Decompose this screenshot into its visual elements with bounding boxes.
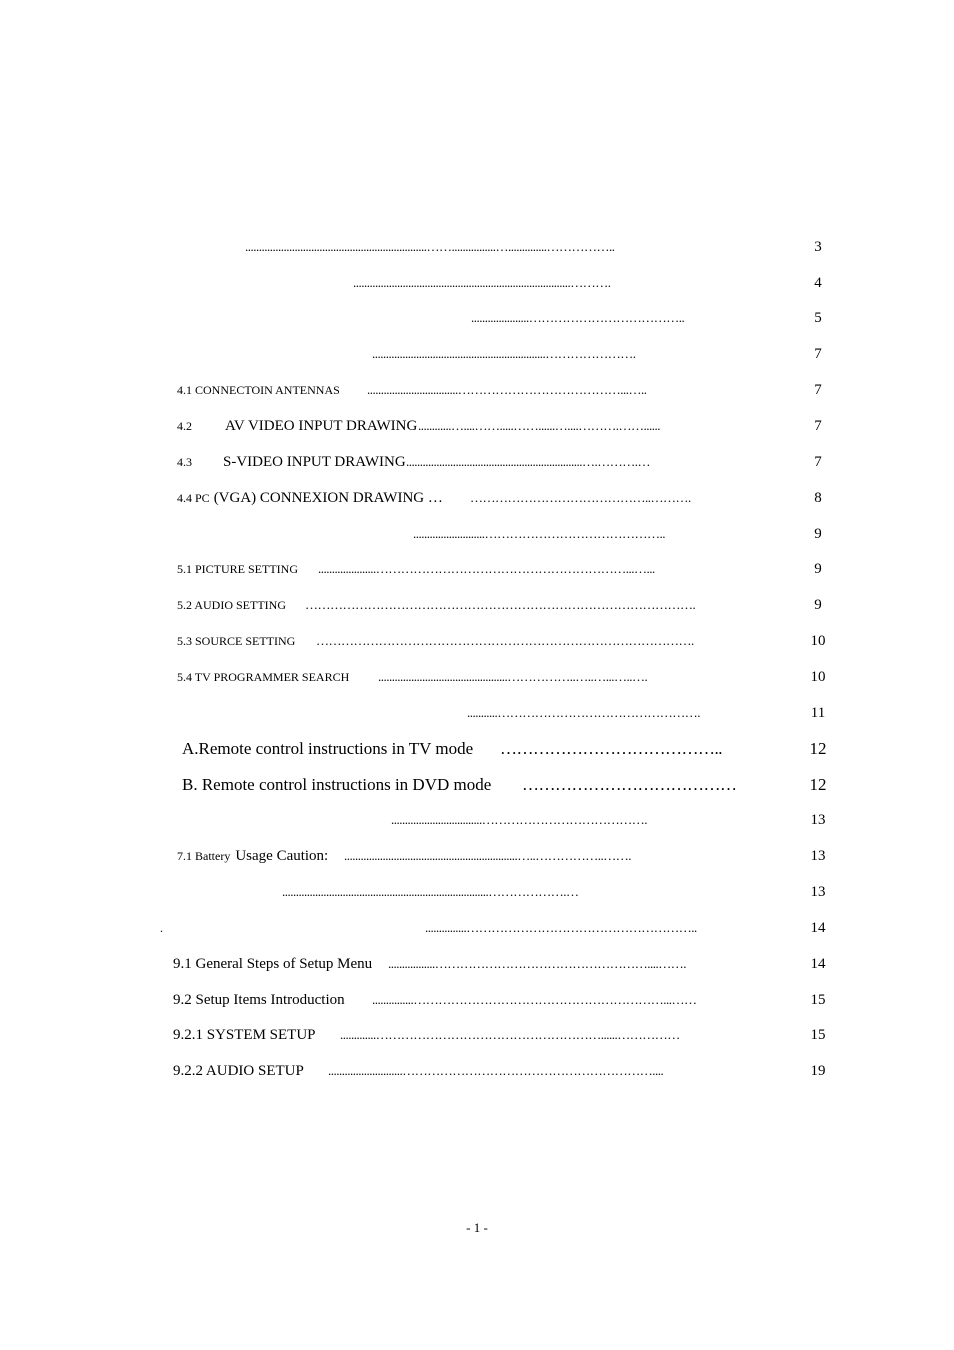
toc-page-number: 3 (814, 239, 822, 255)
toc-entry (0, 737, 954, 767)
toc-page-number: 9 (814, 597, 822, 613)
toc-entry-title (177, 557, 298, 581)
toc-entry-label: B. Remote control instructions in DVD mode (182, 775, 492, 794)
toc-dot-leader: ………………………………… (522, 775, 737, 794)
toc-entry-label: AV VIDEO INPUT DRAWING (225, 418, 418, 434)
toc-dot-leader: .................................…………………………………...….. (367, 382, 647, 397)
toc-dot-leader: ………………………………………………………………………………. (316, 633, 694, 648)
toc-entry-title (173, 1059, 304, 1083)
toc-dot-leader: .................................…………………………………. (391, 812, 647, 827)
toc-dot-leader: ..........................…………………………………….. (413, 526, 665, 541)
toc-entry-number: 5.1 PICTURE SETTING (177, 562, 298, 576)
toc-entry (0, 916, 954, 946)
toc-entry-number: . (160, 921, 163, 935)
toc-page-number: 15 (810, 992, 826, 1008)
toc-entry-title (177, 450, 406, 474)
toc-dot-leader: …………………………………………………………………………………. (305, 597, 696, 612)
toc-page-number: 10 (810, 633, 826, 649)
toc-entry-label: A.Remote control instructions in TV mode (182, 739, 474, 758)
toc-entry (0, 593, 954, 623)
toc-entry (0, 773, 954, 803)
toc-dot-leader: ...............................................……………..…..…...…..…. (378, 669, 648, 684)
toc-dot-leader: ...............................................................…………………. (372, 346, 636, 361)
toc-entry (0, 1059, 954, 1089)
toc-page-number: 7 (814, 382, 822, 398)
toc-entry-title (173, 988, 345, 1012)
toc-entry-number: 4.1 CONNECTOIN ANTENNAS (177, 383, 340, 397)
toc-dot-leader: ...............……………………………………………………...…… (372, 992, 697, 1007)
toc-entry-label: 9.2.2 AUDIO SETUP (173, 1063, 304, 1079)
toc-entry-label: 9.2.1 SYSTEM SETUP (173, 1027, 316, 1043)
toc-entry-number: 4.3 (177, 455, 192, 469)
toc-entry (0, 952, 954, 982)
toc-entry-title (177, 629, 295, 653)
toc-dot-leader: .................……………………………………………....……. (388, 956, 686, 971)
toc-entry-title (182, 737, 473, 761)
toc-page-number: 7 (814, 346, 822, 362)
toc-page-number: 19 (810, 1063, 826, 1079)
toc-page-number: 15 (810, 1027, 826, 1043)
toc-dot-leader: ..................................................................……................…..............…………….. (245, 239, 615, 254)
toc-dot-leader: ...........…………………………………………. (467, 705, 700, 720)
toc-entry-number: 5.3 SOURCE SETTING (177, 634, 296, 648)
page-number: - 1 - (466, 1220, 488, 1235)
toc-page-number: 12 (809, 775, 827, 794)
toc-entry (0, 988, 954, 1018)
toc-entry-title (177, 414, 417, 438)
toc-entry-title (160, 916, 163, 940)
toc-dot-leader: ...........................…………………………………………………….... (328, 1063, 664, 1078)
toc-dot-leader: ...........................................................................……………….… (282, 884, 579, 899)
toc-entry (0, 844, 954, 874)
toc-entry (0, 378, 954, 408)
toc-page-number: 13 (810, 848, 826, 864)
toc-entry (0, 557, 954, 587)
toc-entry (0, 414, 954, 444)
toc-page-number: 7 (814, 418, 822, 434)
toc-dot-leader: ...............................................................................………. (353, 275, 611, 290)
toc-entry (0, 271, 954, 301)
toc-entry (0, 235, 954, 265)
toc-page-number: 14 (810, 956, 826, 972)
toc-entry-label: Usage Caution: (235, 848, 329, 864)
toc-entry-title (177, 378, 340, 402)
toc-entry (0, 880, 954, 910)
toc-entry (0, 450, 954, 480)
toc-dot-leader: .....................……………………………………………………...…... (318, 561, 655, 576)
toc-entry (0, 808, 954, 838)
toc-dot-leader: .............………………………………………………......…………… (340, 1027, 680, 1042)
toc-page-number: 14 (810, 920, 826, 936)
toc-page-number: 9 (814, 526, 822, 542)
toc-dot-leader: ………………………………….. (500, 739, 722, 758)
toc-entry-title (173, 952, 372, 976)
toc-entry-number: 5.4 TV PROGRAMMER SEARCH (177, 670, 350, 684)
toc-entry (0, 342, 954, 372)
toc-page-number: 9 (814, 561, 822, 577)
toc-dot-leader: ............…....…….....……......…....……….……...... (418, 418, 660, 433)
toc-entry-title (182, 773, 491, 797)
toc-page-number: 10 (810, 669, 826, 685)
toc-entry-label: S-VIDEO INPUT DRAWING (223, 454, 406, 470)
toc-entry-label: (VGA) CONNEXION DRAWING … (213, 490, 443, 506)
toc-entry-label: 9.2 Setup Items Introduction (173, 992, 345, 1008)
toc-entry (0, 665, 954, 695)
toc-page-number: 12 (809, 739, 827, 758)
toc-page-number: 5 (814, 310, 822, 326)
toc-page-number: 4 (814, 275, 822, 291)
toc-page-number: 7 (814, 454, 822, 470)
toc-page-number: 13 (810, 884, 826, 900)
toc-page-number: 8 (814, 490, 822, 506)
toc-entry-title (177, 486, 443, 510)
toc-entry-title (177, 665, 349, 689)
toc-dot-leader: ................................................................….……….… (406, 454, 650, 469)
toc-entry-title (173, 1023, 316, 1047)
toc-page-number: 13 (810, 812, 826, 828)
toc-dot-leader: ……………………………………..………. (470, 490, 691, 505)
toc-dot-leader: ...............……………………………………………….. (425, 920, 697, 935)
toc-dot-leader: .....................……………………………….. (471, 310, 685, 325)
toc-page-number: 11 (810, 705, 826, 721)
toc-entry-title (177, 844, 328, 868)
toc-entry (0, 486, 954, 516)
toc-entry-number: 7.1 Battery (177, 849, 231, 863)
toc-entry (0, 1023, 954, 1053)
toc-entry-number: 4.2 (177, 419, 192, 433)
toc-entry-label: 9.1 General Steps of Setup Menu (173, 956, 373, 972)
toc-entry (0, 522, 954, 552)
toc-entry (0, 701, 954, 731)
toc-entry (0, 306, 954, 336)
toc-entry-number: 5.2 AUDIO SETTING (177, 598, 286, 612)
toc-entry-title (177, 593, 286, 617)
toc-entry-number: 4.4 PC (177, 491, 210, 505)
toc-dot-leader: ...............................................................…..……………..……. (344, 848, 631, 863)
toc-entry (0, 629, 954, 659)
